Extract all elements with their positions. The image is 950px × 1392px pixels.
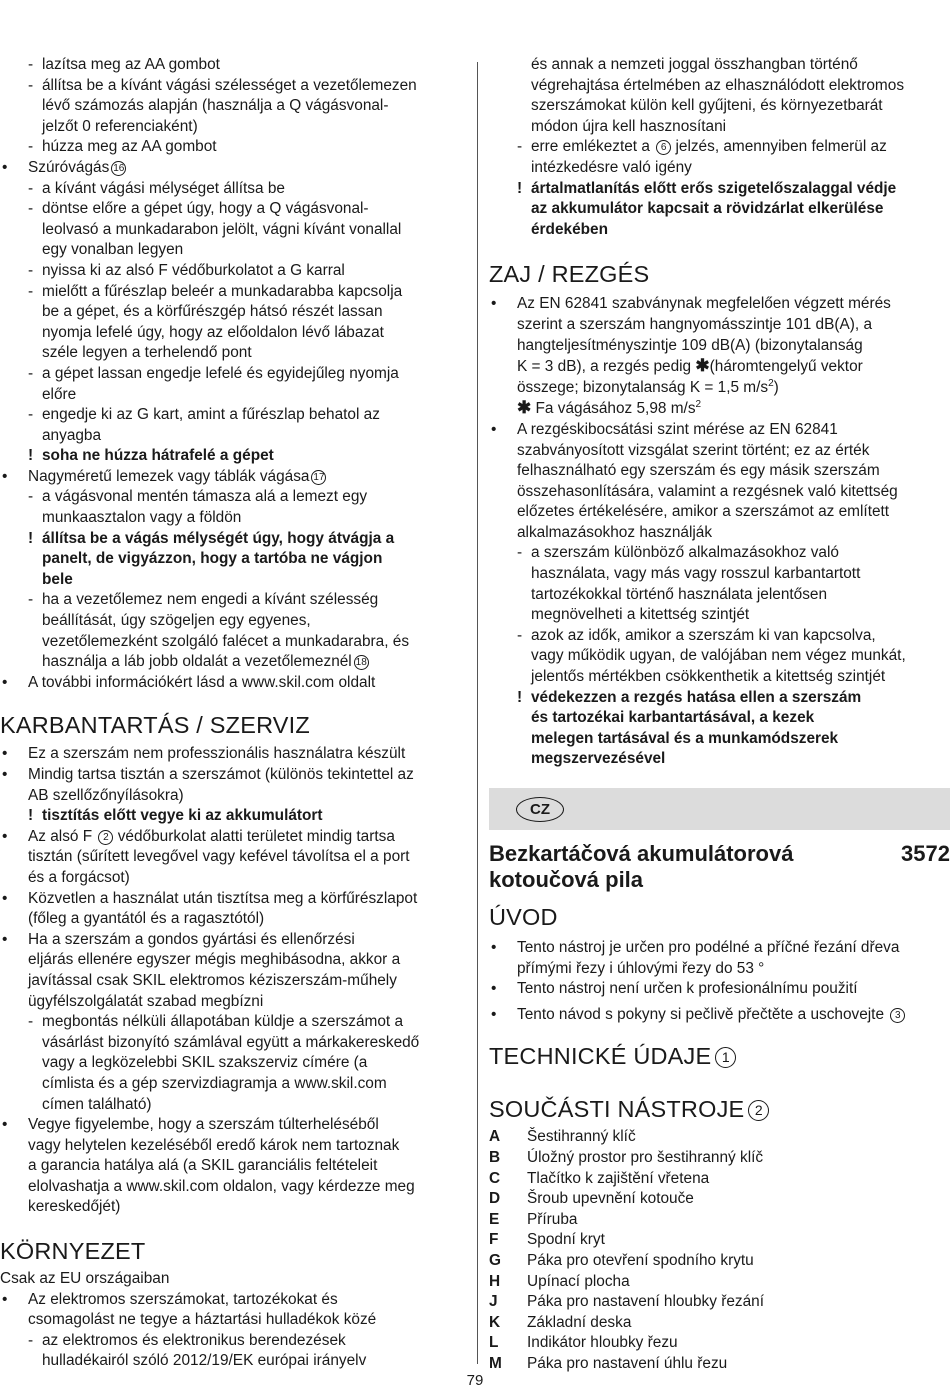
list-item: • Ha a szerszám a gondos gyártási és ellenőrzési bbox=[2, 930, 355, 948]
figure-ref-badge: 16 bbox=[113, 162, 125, 174]
list-item: • Nagyméretű lemezek vagy táblák vágása 17 bbox=[2, 467, 325, 485]
list-item: - ha a vezetőlemez nem engedi a kívánt szélesség bbox=[28, 591, 379, 609]
list-item: • Tento návod s pokyny si pečlivě přečtěte a uschovejte 3 bbox=[489, 1005, 950, 1026]
list-item: - mielőtt a fűrészlap beleér a munkadarabba kapcsolja bbox=[28, 282, 403, 300]
right-column bbox=[489, 55, 950, 1375]
parts-list-item: F Spodní kryt bbox=[489, 1231, 605, 1249]
list-item: • Az elektromos szerszámokat, tartozékokat és bbox=[2, 1290, 338, 1308]
model-number: 3572 bbox=[901, 841, 950, 866]
list-item: - erre emlékeztet a 6 jelzés, amennyiben felmerül az bbox=[517, 138, 887, 156]
language-badge: CZ bbox=[516, 797, 564, 822]
figure-ref-badge: 3 bbox=[890, 1008, 905, 1023]
section-heading: ÚVOD bbox=[489, 904, 558, 930]
section-heading: KARBANTARTÁS / SZERVIZ bbox=[0, 712, 310, 739]
intro-items: - lazítsa meg az AA gombot - állítsa be a kívánt vágási szélességet a vezetőlemezen lévő számozás alapján (használja a Q vágásvonal- jelzőt 0 referenciaként) - húzza meg az AA gombot bbox=[0, 55, 465, 158]
list-item: - azok az idők, amikor a szerszám ki van kapcsolva, bbox=[517, 626, 876, 644]
list-item: - az elektromos és elektronikus berendezések bbox=[28, 1331, 346, 1349]
list-item: - a vágásvonal mentén támasza alá a lemezt egy bbox=[28, 488, 368, 506]
large-panels-section: • Nagyméretű lemezek vagy táblák vágása 17 - a vágásvonal mentén támasza alá a lemezt egy munkaasztalon vagy a földön ! állítsa be a vágás mélységét úgy, hogy átvágja a panelt, de vigyázzon, hogy a tartóba ne vágjon bele - ha a vezetőlemez nem engedi a kívánt szélesség beállítását, úgy szögeljen egy egyenes, vezetőlemezként szolgáló falécet a munkadarabra, és használja a láb jobb oldalát a vezetőlemeznél 18 bbox=[0, 467, 465, 673]
warning-note: ! védekezzen a rezgés hatása ellen a szerszám bbox=[517, 688, 862, 706]
left-column bbox=[0, 55, 465, 1372]
parts-list-item: K Základní deska bbox=[489, 1313, 632, 1331]
intro-section: ÚVOD • Tento nástroj je určen pro podélné a příčné řezání dřeva přímými řezy i úhlovými řezy do 53 ° • Tento nástroj není určen k profesionálnímu použití • Tento návod s pokyny si pečlivě přečtěte a uschovejte 3 bbox=[489, 903, 950, 1025]
list-item: • Szúróvágás 16 bbox=[2, 158, 125, 176]
environment-continuation: és annak a nemzeti joggal összhangban történő végrehajtása értelmében az elhasználódott elektromos szerszámokat külön kell gyűjteni, és környezetbarát módon újra kell hasznosítani - erre emlékeztet a 6 jelzés, amennyiben felmerül az intézkedésre való igény ! ártalmatlanítás előtt erős szigetelőszalaggal védje az akkumulátor kapcsait a rövidzárlat elkerülése érdekében bbox=[489, 55, 950, 240]
list-item: • Tento nástroj je určen pro podélné a příčné řezání dřeva bbox=[491, 939, 900, 956]
column-divider bbox=[477, 62, 478, 1364]
list-item: • Vegye figyelembe, hogy a szerszám túlterheléséből bbox=[2, 1116, 379, 1134]
language-band bbox=[489, 788, 950, 830]
parts-list-item: A Šestihranný klíč bbox=[489, 1128, 636, 1146]
asterisk-icon: ✱ bbox=[695, 356, 710, 376]
list-item: • Az alsó F 2 védőburkolat alatti területet mindig tartsa bbox=[2, 827, 395, 845]
figure-ref-badge: 18 bbox=[355, 657, 367, 669]
section-heading: SOUČÁSTI NÁSTROJE 2 bbox=[489, 1095, 950, 1123]
list-item: • Tento nástroj není určen k profesionálnímu použití bbox=[491, 980, 858, 998]
figure-ref-badge: 2 bbox=[98, 830, 113, 845]
list-item: • Mindig tartsa tisztán a szerszámot (különös tekintettel az bbox=[2, 766, 414, 783]
list-item: - döntse előre a gépet úgy, hogy a Q vágásvonal- bbox=[28, 200, 369, 218]
figure-ref-badge: 1 bbox=[715, 1047, 736, 1068]
parts-list-item: B Úložný prostor pro šestihranný klíč bbox=[489, 1148, 764, 1166]
list-item: - nyissa ki az alsó F védőburkolatot a G karral bbox=[28, 261, 345, 279]
list-item: - lazítsa meg az AA gombot bbox=[28, 56, 220, 73]
list-item: - engedje ki az G kart, amint a fűrészlap behatol az bbox=[28, 406, 380, 424]
section-heading: TECHNICKÉ ÚDAJE 1 bbox=[489, 1042, 950, 1070]
list-item: - a szerszám különböző alkalmazásokhoz való bbox=[517, 544, 839, 562]
figure-ref-badge: 17 bbox=[313, 471, 325, 483]
warning-note: ! állítsa be a vágás mélységét úgy, hogy átvágja a bbox=[28, 529, 395, 547]
parts-list-item: H Upínací plocha bbox=[489, 1272, 630, 1290]
warning-note: ! soha ne húzza hátrafelé a gépet bbox=[28, 447, 274, 465]
list-item: • Ez a szerszám nem professzionális használatra készült bbox=[2, 745, 406, 763]
parts-list-item: L Indikátor hloubky řezu bbox=[489, 1334, 678, 1352]
figure-ref-badge: 6 bbox=[656, 140, 671, 155]
parts-list-item: M Páka pro nastavení úhlu řezu bbox=[489, 1354, 728, 1372]
list-item: • A rezgéskibocsátási szint mérése az EN 62841 bbox=[491, 420, 838, 438]
section-heading: ZAJ / REZGÉS bbox=[489, 261, 650, 288]
list-item: • A további információkért lásd a www.skil.com oldalt bbox=[2, 673, 376, 691]
parts-list-item: G Páka pro otevření spodního krytu bbox=[489, 1251, 754, 1269]
plunge-cut-section: • Szúróvágás 16 - a kívánt vágási mélységet állítsa be - döntse előre a gépet úgy, hogy a Q vágásvonal- leolvasó a munkadarabon jelölt, vágni kívánt vonallal egy vonalban legyen - nyissa ki az alsó F védőburkolatot a G karral - mielőtt a fűrészlap beleér a munkadarabba kapcsolja be a gépet, és a körfűrészgép hátsó részét lassan nyomja lefelé úgy, hogy az előoldalon lévő lábazat széle legyen a terhelendő pont - a gépet lassan engedje lefelé és egyidejűleg nyomja előre - engedje ki az G kart, amint a fűrészlap behatol az anyagba ! soha ne húzza hátrafelé a gépet bbox=[0, 158, 465, 467]
maintenance-section: KARBANTARTÁS / SZERVIZ • Ez a szerszám nem professzionális használatra készült • Mindig tartsa tisztán a szerszámot (különös tekintettel az AB szellőzőnyílásokra) ! tisztítás előtt vegye ki az akkumulátort • Az alsó F 2 védőburkolat alatti területet mindig tartsa tisztán (sűrített levegővel vagy kefével távolítsa el a port és a forgácsot) • Közvetlen a használat után tisztítsa meg a körfűrészlapot (főleg a gyantától és a ragasztótól) • Ha a szerszám a gondos gyártási és ellenőrzési eljárás ellenére egyszer mégis meghibásodna, akkor a javítással csak SKIL elektromos kéziszerszám-műhely ügyfélszolgálatát szabad megbízni - megbontás nélküli állapotában küldje a szerszámot a vásárlást bizonyító számlával együtt a márkakereskedő vagy a legközelebbi SKIL szakszerviz címére (a címlista és a gép szervizdiagramja a www.skil.com címen található) • Vegye figyelembe, hogy a szerszám túlterheléséből vagy helytelen kezeléséből eredő károk nem tartoznak a garancia hatálya alá (a SKIL garanciális feltételeit elolvashatja a www.skil.com oldalon, vagy kérdezze meg kereskedőjét) bbox=[0, 711, 465, 1218]
warning-note: ! tisztítás előtt vegye ki az akkumulátort bbox=[28, 807, 323, 825]
list-item: - megbontás nélküli állapotában küldje a szerszámot a bbox=[28, 1013, 404, 1031]
list-item: - húzza meg az AA gombot bbox=[28, 138, 217, 156]
list-item: • Az EN 62841 szabványnak megfelelően végzett mérés bbox=[491, 295, 891, 313]
warning-note: ! ártalmatlanítás előtt erős szigetelőszalaggal védje bbox=[517, 179, 897, 197]
product-title: Bezkartáčová akumulátorová 3572 kotoučová pila bbox=[489, 841, 950, 892]
noise-vibration-section: ZAJ / REZGÉS • Az EN 62841 szabványnak megfelelően végzett mérés szerint a szerszám hangnyomásszintje 101 dB(A), a hangteljesítményszintje 109 dB(A) (bizonytalanság K = 3 dB), a rezgés pedig ✱(háromtengelyű vektor összege; bizonytalanság K = 1,5 $m/s^2$) ✱ Fa vágásához 5,98 $m/s^2$ • A rezgéskibocsátási szint mérése az EN 62841 szabványosított vizsgálat szerint történt; ez az érték felhasználható egy szerszám és egy másik szerszám összehasonlítására, valamint a rezgésnek való kitettség előzetes értékelésére, amikor a szerszámot az említett alkalmazásokhoz használják - a szerszám különböző alkalmazásokhoz való használata, vagy más vagy rosszul karbantartott tartozékokkal történő használata jelentősen megnövelheti a kitettség szintjét - azok az idők, amikor a szerszám ki van kapcsolva, vagy működik ugyan, de valójában nem végez munkát, jelentős mértékben csökkenthetik a kitettség szintjét ! védekezzen a rezgés hatása ellen a szerszám és tartozékai karbantartásával, a kezek melegen tartásával és a munkamódszerek megszervezésével bbox=[489, 260, 950, 770]
environment-section: KÖRNYEZET Csak az EU országaiban • Az elektromos szerszámokat, tartozékokat és csomagolást ne tegye a háztartási hulladékok közé - az elektromos és elektronikus berendezések hulladékairól szóló 2012/19/EK európai irányelv bbox=[0, 1237, 465, 1372]
parts-list-item: D Šroub upevnění kotouče bbox=[489, 1190, 694, 1208]
list-item: - a gépet lassan engedje lefelé és egyidejűleg nyomja bbox=[28, 364, 399, 382]
tool-parts-section bbox=[489, 1095, 950, 1374]
list-item: • Közvetlen a használat után tisztítsa meg a körfűrészlapot bbox=[2, 889, 418, 907]
parts-list-item: C Tlačítko k zajištění vřetena bbox=[489, 1169, 710, 1187]
technical-data-section bbox=[489, 1042, 950, 1070]
figure-ref-badge: 2 bbox=[748, 1100, 769, 1121]
asterisk-icon: ✱ bbox=[517, 398, 532, 418]
parts-list-item: E Příruba bbox=[489, 1210, 578, 1228]
list-item: - a kívánt vágási mélységet állítsa be bbox=[28, 179, 285, 197]
parts-list-item: J Páka pro nastavení hloubky řezání bbox=[489, 1293, 764, 1311]
section-heading: KÖRNYEZET bbox=[0, 1238, 146, 1265]
list-item: - állítsa be a kívánt vágási szélességet a vezetőlemezen bbox=[28, 76, 417, 94]
page-number: 79 bbox=[466, 1372, 484, 1389]
